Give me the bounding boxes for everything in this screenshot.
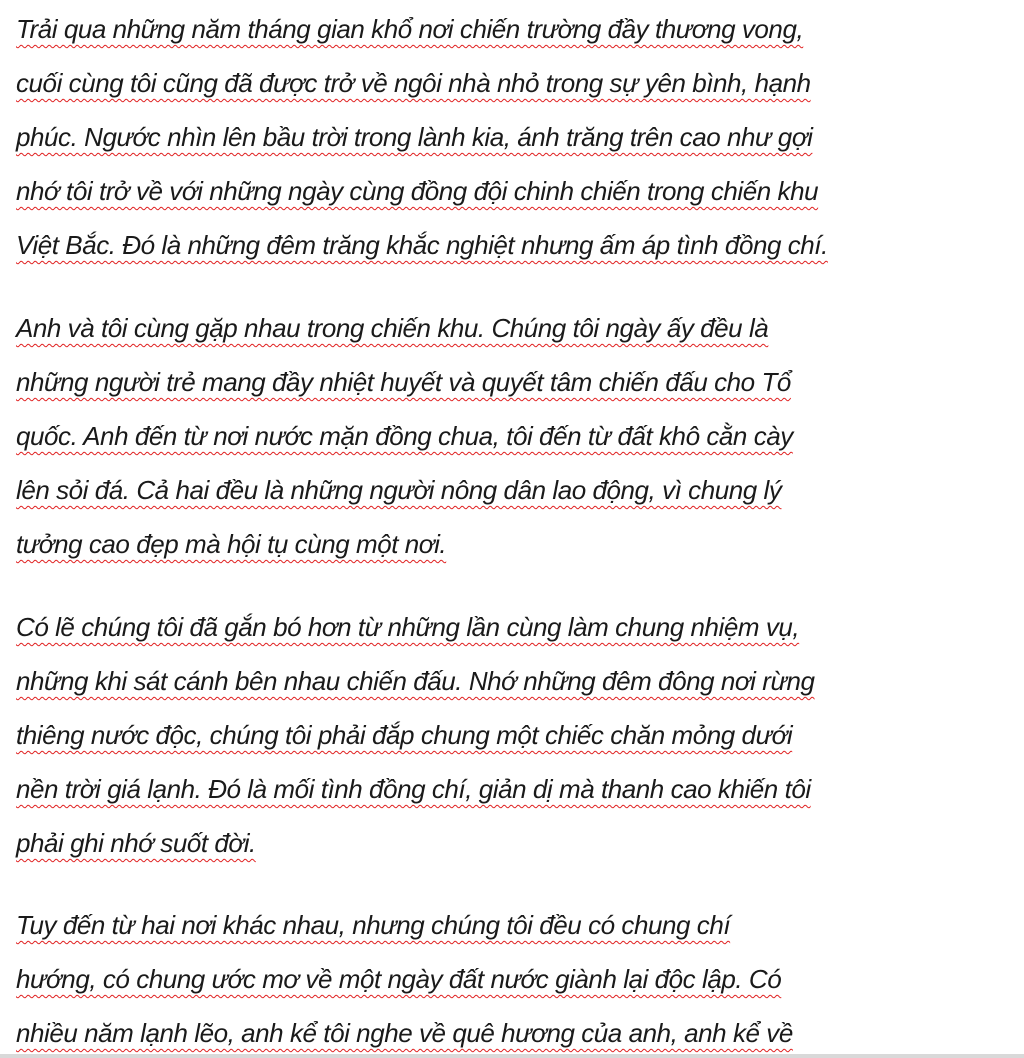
text-line: những khi sát cánh bên nhau chiến đấu. Nhớ những đêm đông nơi rừng: [16, 666, 815, 696]
page-bottom-edge: [0, 1054, 1024, 1058]
text-line: Có lẽ chúng tôi đã gắn bó hơn từ những lần cùng làm chung nhiệm vụ,: [16, 612, 800, 642]
text-line: thiêng nước độc, chúng tôi phải đắp chung một chiếc chăn mỏng dưới: [16, 720, 793, 750]
text-line: quốc. Anh đến từ nơi nước mặn đồng chua, tôi đến từ đất khô cằn cày: [16, 421, 793, 451]
text-line: Việt Bắc. Đó là những đêm trăng khắc nghiệt nhưng ấm áp tình đồng chí.: [16, 230, 828, 260]
text-line: nền trời giá lạnh. Đó là mối tình đồng chí, giản dị mà thanh cao khiến tôi: [16, 774, 811, 804]
text-line: cuối cùng tôi cũng đã được trở về ngôi nhà nhỏ trong sự yên bình, hạnh: [16, 68, 811, 98]
text-line: tưởng cao đẹp mà hội tụ cùng một nơi.: [16, 529, 447, 559]
text-line: Trải qua những năm tháng gian khổ nơi chiến trường đầy thương vong,: [16, 14, 804, 44]
text-line: lên sỏi đá. Cả hai đều là những người nông dân lao động, vì chung lý: [16, 475, 782, 505]
text-line: Tuy đến từ hai nơi khác nhau, nhưng chúng tôi đều có chung chí: [16, 910, 731, 940]
text-line: phúc. Ngước nhìn lên bầu trời trong lành kia, ánh trăng trên cao như gợi: [16, 122, 813, 152]
text-line: nhiều năm lạnh lẽo, anh kể tôi nghe về quê hương của anh, anh kể về: [16, 1018, 793, 1048]
text-line: hướng, có chung ước mơ về một ngày đất nước giành lại độc lập. Có: [16, 964, 782, 994]
text-line: Anh và tôi cùng gặp nhau trong chiến khu. Chúng tôi ngày ấy đều là: [16, 313, 769, 343]
text-line: phải ghi nhớ suốt đời.: [16, 828, 256, 858]
text-line: những người trẻ mang đầy nhiệt huyết và quyết tâm chiến đấu cho Tổ: [16, 367, 791, 397]
text-line: nhớ tôi trở về với những ngày cùng đồng đội chinh chiến trong chiến khu: [16, 176, 819, 206]
